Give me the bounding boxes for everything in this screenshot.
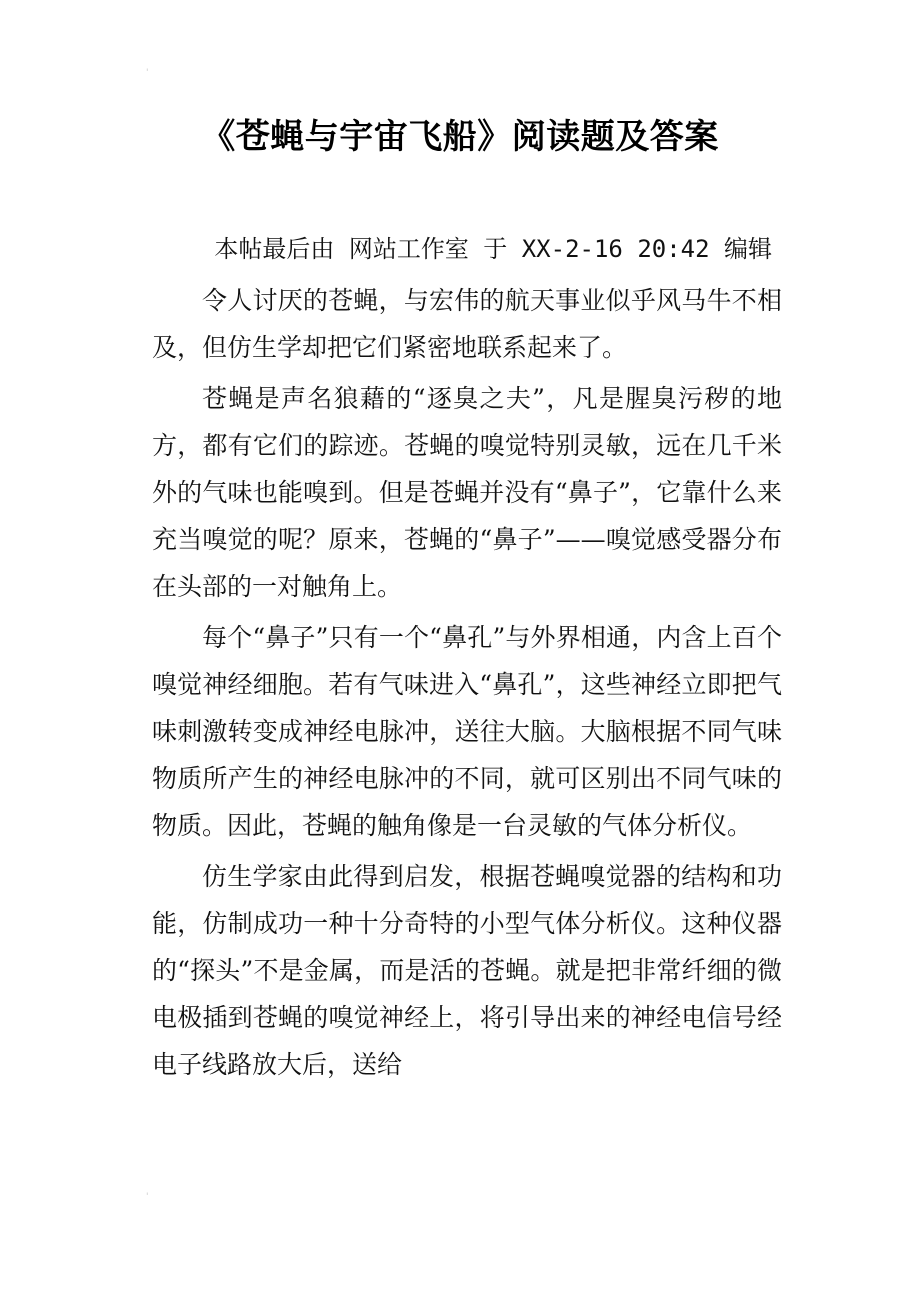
document-body — [152, 226, 782, 1092]
corner-mark-bottom: ' — [146, 1192, 149, 1202]
document-title: 《苍蝇与宇宙飞船》阅读题及答案 — [201, 117, 719, 157]
paragraph-2: 苍蝇是声名狼藉的“逐臭之夫”，凡是腥臭污秽的地方，都有它们的踪迹。苍蝇的嗅觉特别灵敏，远在几千米外的气味也能嗅到。但是苍蝇并没有“鼻子”，它靠什么来充当嗅觉的呢？原来，苍蝇的“鼻子”——嗅觉感受器分布在头部的一对触角上。 — [152, 384, 782, 601]
corner-mark-top: ' — [146, 68, 149, 78]
paragraph-4: 仿生学家由此得到启发，根据苍蝇嗅觉器的结构和功能，仿制成功一种十分奇特的小型气体分析仪。这种仪器的“探头”不是金属，而是活的苍蝇。就是把非常纤细的微电极插到苍蝇的嗅觉神经上，将引导出来的神经电信号经电子线路放大后，送给 — [152, 862, 782, 1079]
edit-meta-line: 本帖最后由 网站工作室 于 XX-2-16 20:42 编辑 — [214, 235, 773, 263]
paragraph-3: 每个“鼻子”只有一个“鼻孔”与外界相通，内含上百个嗅觉神经细胞。若有气味进入“鼻孔”，这些神经立即把气味刺激转变成神经电脉冲，送往大脑。大脑根据不同气味物质所产生的神经电脉冲的不同，就可区别出不同气味的物质。因此，苍蝇的触角像是一台灵敏的气体分析仪。 — [152, 623, 782, 840]
paragraph-1: 令人讨厌的苍蝇，与宏伟的航天事业似乎风马牛不相及，但仿生学却把它们紧密地联系起来了。 — [152, 286, 782, 362]
